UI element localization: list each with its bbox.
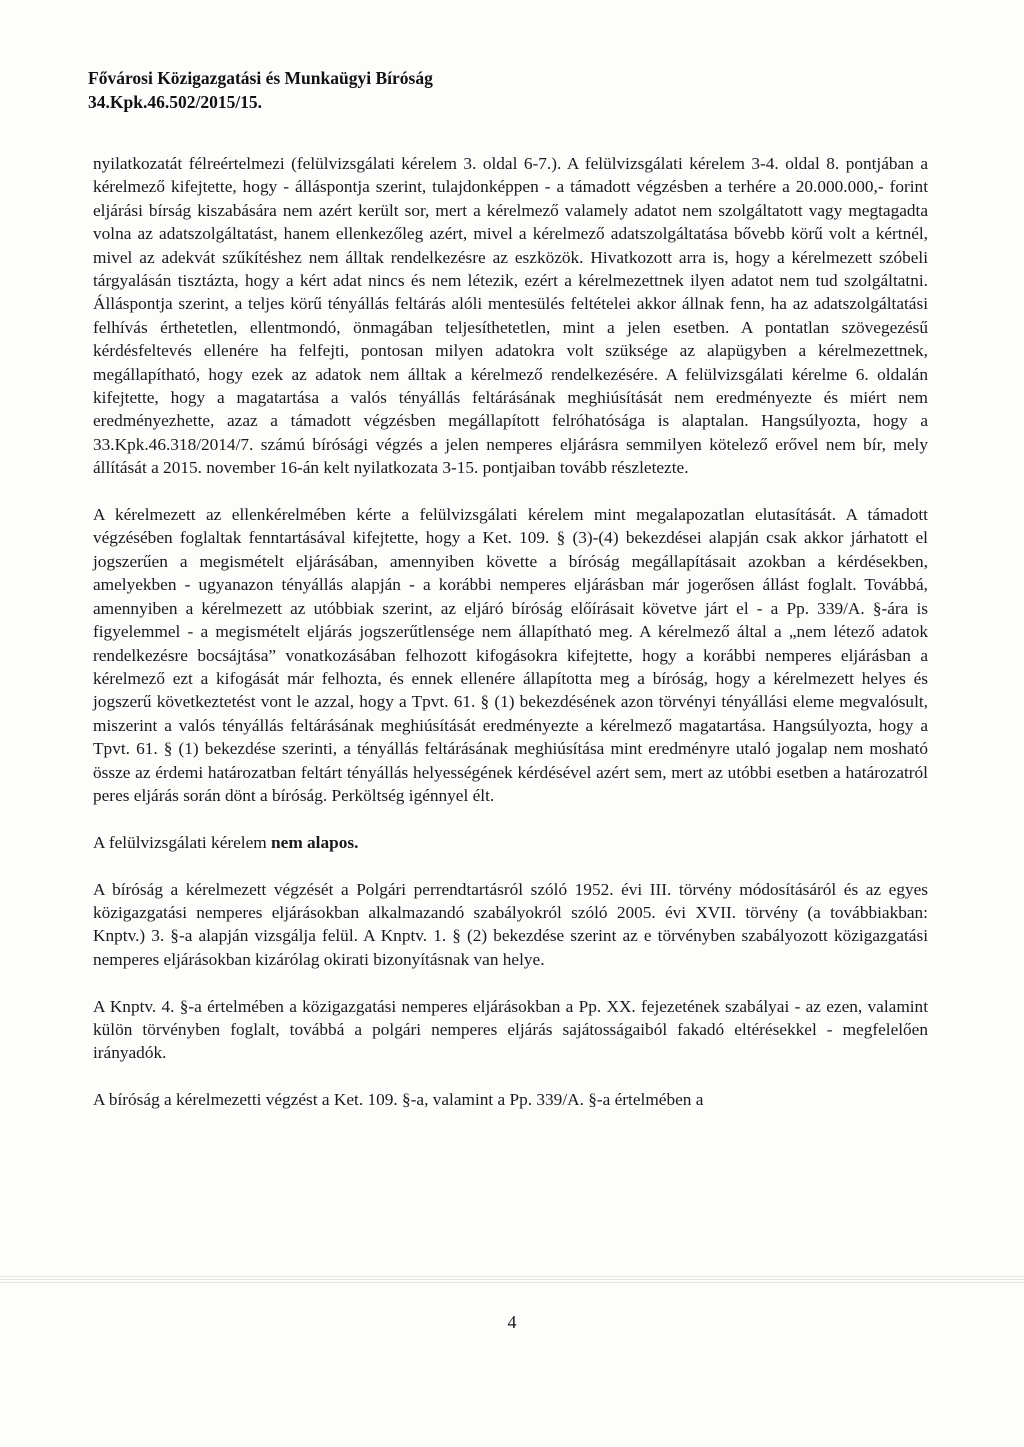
case-number: 34.Kpk.46.502/2015/15.: [88, 92, 263, 112]
page-number: 4: [507, 1312, 517, 1332]
scan-artifact-line: [0, 1276, 1024, 1284]
paragraph-1: nyilatkozatát félreértelmezi (felülvizsgálati kérelem 3. oldal 6-7.). A felülvizsgálati kérelem 3-4. oldal 8. pontjában a kérelmező kifejtette, hogy - álláspontja szerint, tulajdonképpen - a támadott végzésben a terhére a 20.000.000,- forint eljárási bírság kiszabására nem azért került sor, mert a kérelmező valamely adatot nem szolgáltatott vagy megtagadta volna az adatszolgáltatást, hanem ellenkezőleg azért, mivel a kérelmező adatszolgáltatása bővebb körű volt a kértnél, mivel az adekvát szűkítéshez nem álltak rendelkezésre az eszközök. Hivatkozott arra is, hogy a kérelmezett szóbeli tárgyalásán tisztázta, hogy a kért adat nincs és nem létezik, ezért a kérelmezettnek ilyen adatot nem tud szolgáltatni. Álláspontja szerint, a teljes körű tényállás feltárás alóli mentesülés feltételei akkor állnak fenn, ha az adatszolgáltatási felhívás érthetetlen, ellentmondó, önmagában teljesíthetetlen, mint a jelen esetben. A pontatlan szövegezésű kérdésfeltevés ellenére ha felfejti, pontosan milyen adatokra volt szüksége az alapügyben a kérelmezettnek, megállapítható, hogy ezek az adatok nem álltak a kérelmező rendelkezésére. A felülvizsgálati kérelme 6. oldalán kifejtette, hogy a magatartása a valós tényállás feltárásának meghiúsítását nem eredményezte és miért nem eredményezhette, azaz a támadott végzésben megállapított felróhatósága is alaptalan. Hangsúlyozta, hogy a 33.Kpk.46.318/2014/7. számú bírósági végzés a jelen nemperes eljárásra semmilyen kötelező erővel nem bír, mely állítását a 2015. november 16-án kelt nyilatkozata 3-15. pontjaiban tovább részletezte.: [93, 154, 928, 478]
paragraph-3: A bíróság a kérelmezett végzését a Polgári perrendtartásról szóló 1952. évi III. törvény módosításáról és az egyes közigazgatási nemperes eljárásokban alkalmazandó szabályokról szóló 2005. évi XVII. törvény (a továbbiakban: Knptv.) 3. §-a alapján vizsgálja felül. A Knptv. 1. § (2) bekezdése szerint az e törvényben szabályozott közigazgatási nemperes eljárásokban kizárólag okirati bizonyításnak van helye.: [93, 879, 928, 969]
paragraph-5: A bíróság a kérelmezetti végzést a Ket. 109. §-a, valamint a Pp. 339/A. §-a értelmében a: [93, 1090, 704, 1110]
document-header: [88, 66, 433, 114]
verdict-prefix: A felülvizsgálati kérelem: [93, 832, 272, 852]
verdict-emphasis: nem alapos.: [271, 832, 359, 852]
paragraph-4: A Knptv. 4. §-a értelmében a közigazgatási nemperes eljárásokban a Pp. XX. fejezetének szabályai - az ezen, valamint külön törvényben foglalt, továbbá a polgári nemperes eljárás sajátosságaiból fakadó eltérésekkel - megfelelően irányadók.: [93, 996, 928, 1063]
verdict-paragraph: [93, 831, 928, 854]
document-body: [93, 152, 928, 1135]
paragraph-2: A kérelmezett az ellenkérelmében kérte a felülvizsgálati kérelem mint megalapozatlan elutasítását. A támadott végzésében foglaltak fenntartásával kifejtette, hogy a Ket. 109. § (3)-(4) bekezdései alapján csak akkor járhatott el jogszerűen a megismételt eljárásában, amennyiben követte a bíróság megállapításait azokban a kérdésekben, amelyekben - ugyanazon tényállás alapján - a korábbi nemperes eljárásban már jogerősen állást foglalt. Továbbá, amennyiben a kérelmezett az utóbbiak szerint, az eljáró bíróság előírásait követve járt el - a Pp. 339/A. §-ára is figyelemmel - a megismételt eljárás jogszerűtlensége nem állapítható meg. A kérelmező által a „nem létező adatok rendelkezésre bocsájtása” vonatkozásában felhozott kifogásokra kifejtette, hogy a korábbi nemperes eljárásban a kérelmező ezt a kifogását már felhozta, és ennek ellenére állapította meg a bíróság, hogy a kérelmezett helyes és jogszerű következtetést vont le azzal, hogy a Tpvt. 61. § (1) bekezdésének azon törvényi tényállási eleme megvalósult, miszerint a valós tényállás feltárásának meghiúsítását eredményezte a kérelmező magatartása. Hangsúlyozta, hogy a Tpvt. 61. § (1) bekezdése szerinti, a tényállás feltárásának meghiúsítása mint eredményre utaló jogalap nem mosható össze az érdemi határozatban feltárt tényállás helyességének kérdésével azért sem, mert az utóbbi esetben a határozatról peres eljárás során dönt a bíróság. Perköltség igénnyel élt.: [93, 505, 928, 805]
court-name: Fővárosi Közigazgatási és Munkaügyi Bíróság: [88, 68, 433, 88]
